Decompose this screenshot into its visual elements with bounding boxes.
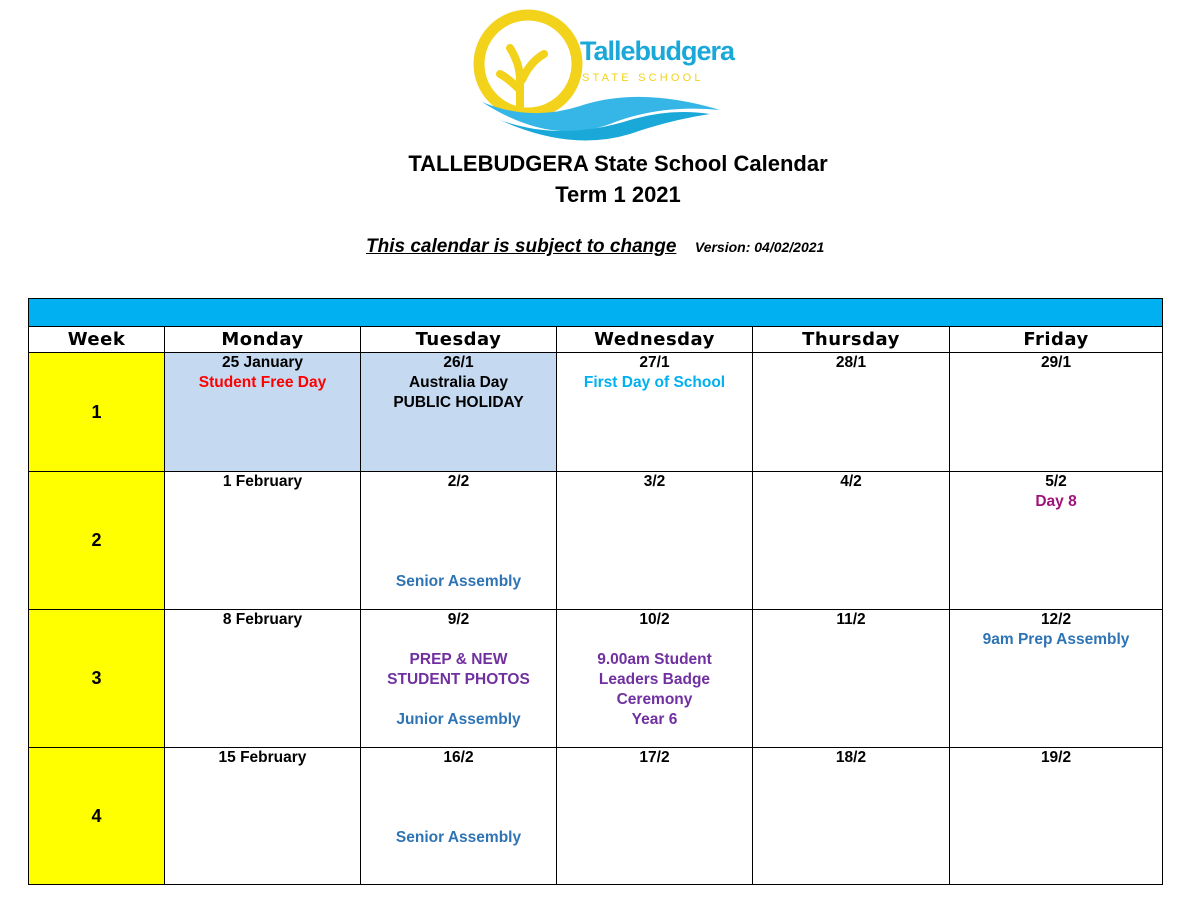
day-date: 4/2 — [840, 472, 862, 490]
week-number: 2 — [29, 471, 165, 609]
day-cell — [753, 748, 950, 885]
event-text: 9am Prep Assembly — [982, 630, 1130, 648]
header-week: Week — [29, 327, 165, 353]
blank-line — [361, 690, 556, 710]
header-friday: Friday — [950, 327, 1163, 353]
day-date: 9/2 — [447, 610, 470, 628]
day-cell — [165, 353, 361, 472]
week-row — [29, 471, 1163, 609]
change-notice — [366, 236, 824, 258]
week-number: 3 — [29, 609, 165, 748]
event-text: Senior Assembly — [395, 829, 522, 847]
logo-name: Tallebudgera — [580, 36, 735, 66]
day-date: 5/2 — [1045, 472, 1067, 490]
day-date: 1 February — [222, 472, 303, 490]
event-text: Senior Assembly — [395, 572, 522, 590]
day-cell — [557, 609, 753, 748]
event-text: Student Free Day — [198, 374, 327, 392]
event-text: 9.00am Student — [597, 650, 712, 668]
notice-text: This calendar is subject to change — [366, 236, 677, 257]
week-number: 1 — [29, 353, 165, 472]
day-cell — [361, 353, 557, 472]
event-text: First Day of School — [583, 374, 726, 392]
day-cell — [165, 609, 361, 748]
day-date: 11/2 — [836, 610, 866, 628]
event-text: Year 6 — [631, 710, 678, 728]
day-date: 27/1 — [639, 354, 670, 372]
blank-line — [361, 512, 556, 532]
day-date: 3/2 — [643, 472, 666, 490]
header-color-bar — [29, 299, 1163, 327]
day-cell — [165, 471, 361, 609]
day-cell — [950, 748, 1163, 885]
day-date: 29/1 — [1040, 354, 1072, 372]
event-text: PREP & NEW — [409, 650, 508, 668]
day-cell — [361, 471, 557, 609]
header-thursday: Thursday — [753, 327, 950, 353]
event-text: Leaders Badge — [598, 670, 711, 688]
header-tuesday: Tuesday — [361, 327, 557, 353]
day-date: 10/2 — [639, 610, 670, 628]
blank-line — [361, 532, 556, 552]
day-date: 16/2 — [443, 749, 474, 767]
day-date: 17/2 — [639, 749, 670, 767]
week-number: 4 — [29, 748, 165, 885]
day-cell — [950, 471, 1163, 609]
day-cell — [950, 609, 1163, 748]
weekday-header-row — [29, 327, 1163, 353]
day-date: 8 February — [222, 610, 303, 628]
event-text: Junior Assembly — [396, 710, 521, 728]
logo-subtitle: STATE SCHOOL — [582, 72, 704, 84]
week-row — [29, 353, 1163, 472]
version-text: Version: 04/02/2021 — [694, 239, 825, 255]
blank-line — [361, 768, 556, 788]
day-cell — [165, 748, 361, 885]
header-wednesday: Wednesday — [557, 327, 753, 353]
blank-line — [361, 492, 556, 512]
day-date: 19/2 — [1040, 749, 1072, 767]
day-cell — [361, 748, 557, 885]
week-row — [29, 748, 1163, 885]
event-text: STUDENT PHOTOS — [387, 670, 530, 688]
day-cell — [557, 353, 753, 472]
day-date: 12/2 — [1040, 610, 1072, 628]
blank-line — [361, 630, 556, 650]
day-cell — [557, 748, 753, 885]
page-title: TALLEBUDGERA State School Calendar — [408, 151, 828, 176]
header-monday: Monday — [165, 327, 361, 353]
school-logo — [470, 2, 735, 148]
blank-line — [361, 808, 556, 828]
day-date: 25 January — [222, 354, 303, 372]
day-date: 26/1 — [443, 354, 474, 372]
term-title: Term 1 2021 — [555, 182, 681, 207]
week-row — [29, 609, 1163, 748]
day-cell — [361, 609, 557, 748]
day-cell — [557, 471, 753, 609]
day-cell — [753, 609, 950, 748]
event-text: PUBLIC HOLIDAY — [393, 394, 524, 412]
calendar-table — [28, 298, 1163, 885]
blank-line — [557, 630, 752, 650]
day-date: 18/2 — [835, 749, 867, 767]
event-text: Australia Day — [408, 374, 509, 392]
blank-line — [361, 788, 556, 808]
day-cell — [753, 471, 950, 609]
event-text: Day 8 — [1035, 492, 1077, 510]
blank-line — [361, 552, 556, 572]
event-text: Ceremony — [616, 690, 693, 708]
day-cell — [753, 353, 950, 472]
day-cell — [950, 353, 1163, 472]
day-date: 2/2 — [447, 472, 470, 490]
day-date: 28/1 — [835, 354, 867, 372]
day-date: 15 February — [218, 749, 307, 767]
